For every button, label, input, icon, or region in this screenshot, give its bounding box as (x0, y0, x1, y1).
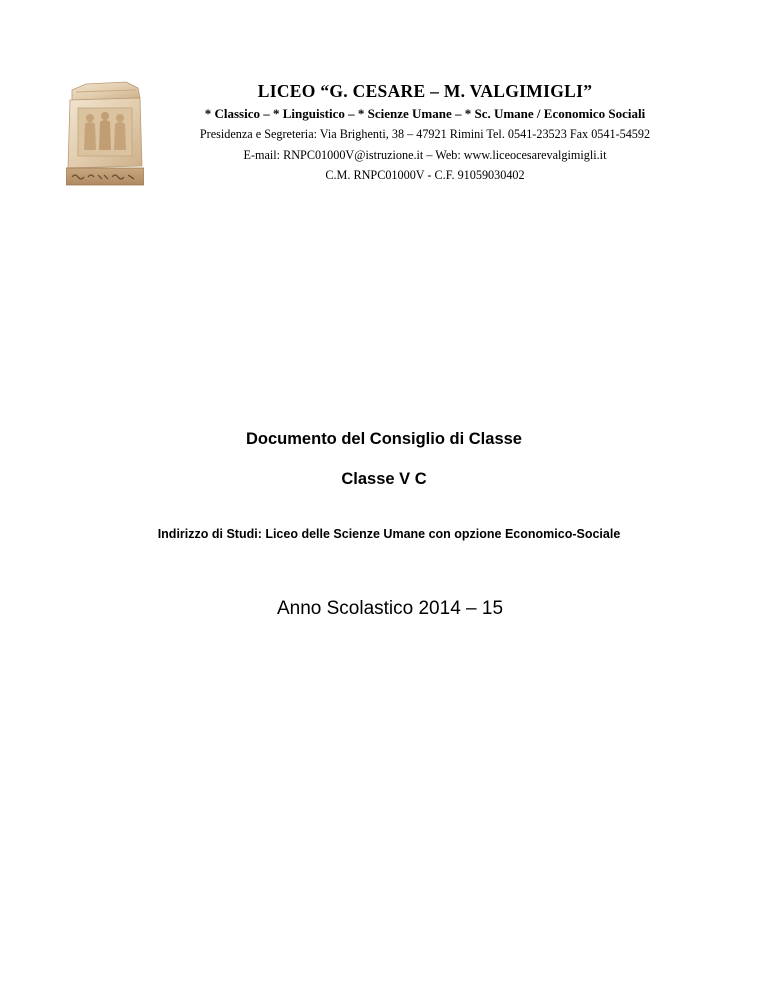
stone-relief-logo-icon (66, 80, 144, 186)
class-title: Classe V C (341, 470, 427, 488)
address-line: Presidenza e Segreteria: Via Brighenti, 38 – 47921 Rimini Tel. 0541-23523 Fax 0541-54592 (199, 127, 651, 141)
school-name: LICEO “G. CESARE – M. VALGIMIGLI” (257, 81, 593, 101)
document-title: Documento del Consiglio di Classe (246, 430, 522, 448)
curricula-line: * Classico – * Linguistico – * Scienze Umane – * Sc. Umane / Economico Sociali (204, 106, 646, 121)
codes-line: C.M. RNPC01000V - C.F. 91059030402 (325, 168, 525, 182)
study-path: Indirizzo di Studi: Liceo delle Scienze Umane con opzione Economico-Sociale (157, 527, 621, 541)
letterhead (150, 80, 700, 183)
contacts-line: E-mail: RNPC01000V@istruzione.it – Web: www.liceocesarevalgimigli.it (243, 148, 607, 162)
school-year: Anno Scolastico 2014 – 15 (276, 598, 504, 619)
